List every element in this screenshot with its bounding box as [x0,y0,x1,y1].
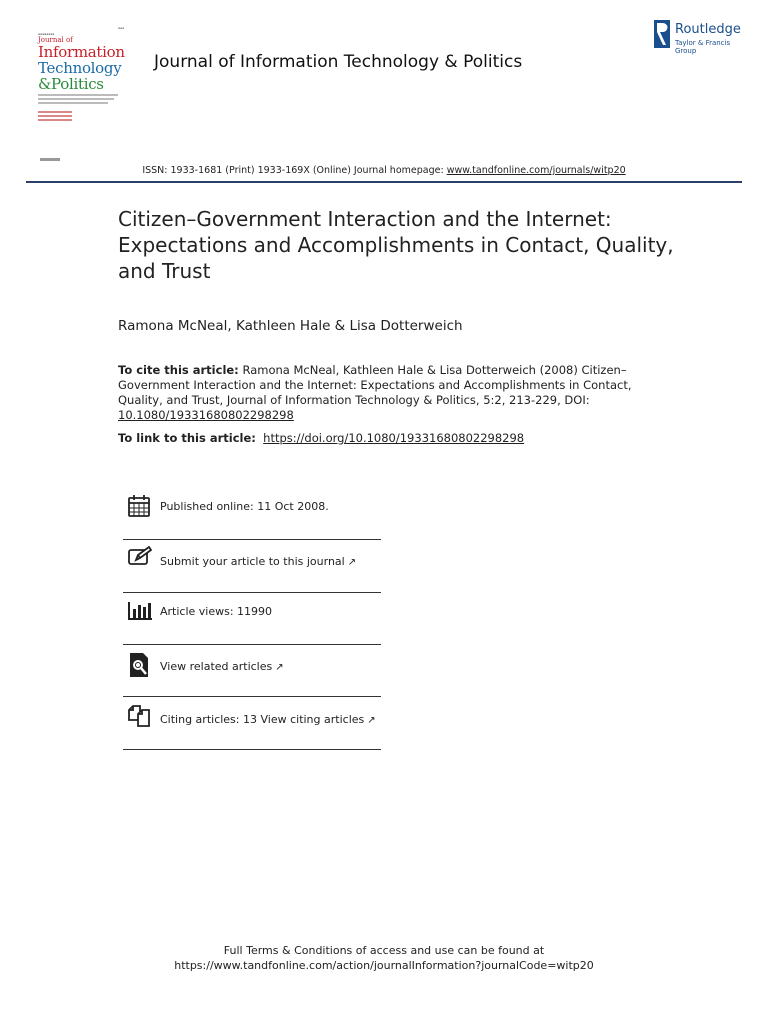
submit-article-link[interactable] [160,555,356,568]
related-articles-label: View related articles [160,660,273,673]
header-divider [26,181,742,183]
footer-terms-link[interactable]: https://www.tandfonline.com/action/journalInformation?journalCode=witp20 [174,959,594,972]
publisher-subtitle: Taylor & Francis Group [675,39,731,55]
cover-fineprint-block [38,94,133,121]
edit-icon [127,546,153,572]
external-link-icon: ↗ [275,662,284,673]
issn-line [0,165,768,176]
external-link-icon: ↗ [367,715,376,726]
info-divider [123,539,381,540]
citing-articles-link[interactable] [160,713,376,726]
routledge-logo [654,20,749,55]
cover-logo-mark [40,158,60,161]
citing-icon [127,704,153,730]
info-divider [123,696,381,697]
search-document-icon [127,652,153,678]
published-online-text: Published online: 11 Oct 2008. [160,500,329,513]
info-divider [123,644,381,645]
submit-article-label: Submit your article to this journal [160,555,345,568]
cite-label: To cite this article: [118,363,239,377]
article-title: Citizen–Government Interaction and the Internet: Expectations and Accomplishments in Contact, Quality, and Trust [118,207,674,283]
journal-title: Journal of Information Technology & Politics [154,52,523,72]
cover-word-information: Information [38,43,125,61]
cover-fineprint: ▪▪▪ [118,26,125,30]
related-articles-link[interactable] [160,660,284,673]
submit-article-row[interactable] [123,546,381,598]
cover-word-politics: &Politics [38,75,104,93]
cite-text: Ramona McNeal, Kathleen Hale & Lisa Dotterweich (2008) Citizen–Government Interaction and the Internet: Expectations and Accomplishments in Contact, Quality, and Trust, Journal of Information Technology & Politics, 5:2, 213-229, DOI: [118,363,632,407]
journal-homepage-link[interactable]: www.tandfonline.com/journals/witp20 [446,165,626,176]
routledge-r-icon [654,20,670,48]
article-authors: Ramona McNeal, Kathleen Hale & Lisa Dotterweich [118,318,463,334]
cover-fineprint: ▪▪▪▪▪▪▪▪ [38,32,55,36]
cite-doi-link[interactable]: 10.1080/19331680802298298 [118,408,294,422]
external-link-icon: ↗ [347,557,357,568]
cover-journal-of: Journal of [38,36,73,44]
cover-word-technology: Technology [38,59,122,77]
info-divider [123,592,381,593]
journal-cover [38,26,133,136]
footer-terms [0,943,768,973]
article-doi-link[interactable]: https://doi.org/10.1080/19331680802298298 [263,431,525,445]
article-views-text: Article views: 11990 [160,605,273,618]
issn-text: ISSN: 1933-1681 (Print) 1933-169X (Online) Journal homepage: [142,165,447,176]
publisher-name: Routledge [675,22,741,37]
link-label: To link to this article: [118,431,256,445]
article-link-block [118,431,658,445]
footer-line-1: Full Terms & Conditions of access and use can be found at [223,944,545,957]
info-divider [123,749,381,750]
calendar-icon [127,494,153,520]
bar-chart-icon [127,600,153,626]
citing-articles-label: Citing articles: 13 View citing articles [160,713,365,726]
citation-block [118,363,638,423]
